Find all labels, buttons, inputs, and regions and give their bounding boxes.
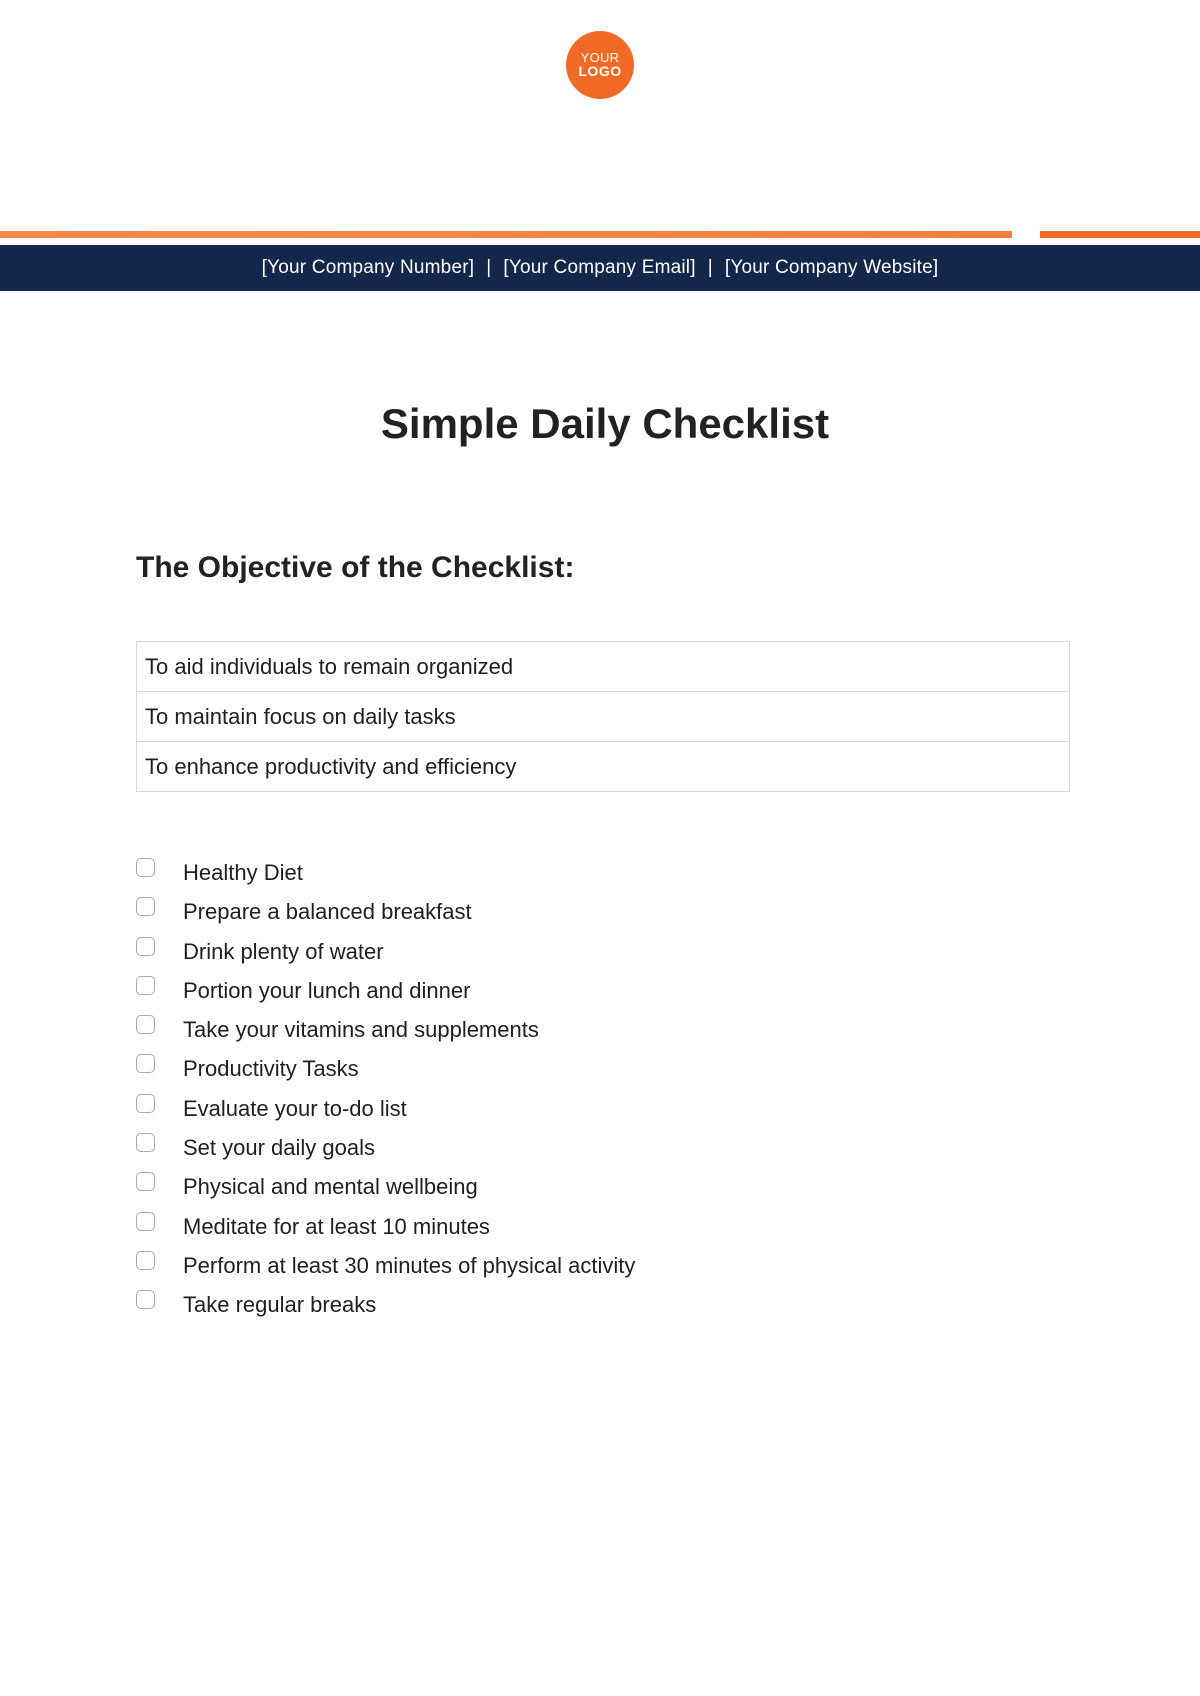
- checklist-item: [136, 1127, 635, 1166]
- company-logo: [566, 31, 634, 99]
- checklist-item-label: Healthy Diet: [183, 860, 303, 885]
- accent-rule-left: [0, 231, 1012, 238]
- table-cell: To maintain focus on daily tasks: [137, 692, 1070, 742]
- logo-text-top: YOUR: [580, 49, 620, 65]
- checklist-item: [136, 1048, 635, 1087]
- checklist-item-label: Set your daily goals: [183, 1135, 375, 1161]
- checklist-item: [136, 1166, 635, 1205]
- table-row: [137, 642, 1070, 692]
- checklist-item: [136, 1245, 635, 1284]
- checklist-item-label: Physical and mental wellbeing: [183, 1174, 478, 1200]
- checklist-item-label: Take regular breaks: [183, 1292, 377, 1318]
- checklist-item: [136, 1088, 635, 1127]
- checkbox[interactable]: [136, 897, 155, 916]
- checkbox[interactable]: [136, 1172, 155, 1191]
- checkbox[interactable]: [136, 1015, 155, 1034]
- checklist-item-label: Drink plenty of water: [183, 938, 384, 964]
- table-row: [137, 742, 1070, 792]
- checkbox[interactable]: [136, 1094, 155, 1113]
- checklist-item: [136, 1206, 635, 1245]
- checklist-item-label: Take your vitamins and supplements: [183, 1017, 539, 1043]
- checklist-item-label: Prepare a balanced breakfast: [183, 899, 472, 925]
- accent-rule-right: [1040, 231, 1200, 238]
- contact-bar: [0, 245, 1200, 291]
- objectives-table: [136, 641, 1070, 792]
- checklist-item-label: Meditate for at least 10 minutes: [183, 1213, 490, 1239]
- page-title: Simple Daily Checklist: [380, 400, 830, 447]
- checklist-item-label: Evaluate your to-do list: [183, 1095, 407, 1121]
- checklist-item: [136, 852, 635, 891]
- logo-text-bottom: LOGO: [578, 63, 622, 80]
- checkbox[interactable]: [136, 1290, 155, 1309]
- checklist: [136, 852, 635, 1324]
- checkbox[interactable]: [136, 1212, 155, 1231]
- checkbox[interactable]: [136, 1054, 155, 1073]
- checklist-item-label: Portion your lunch and dinner: [183, 977, 471, 1003]
- checklist-item: [136, 970, 635, 1009]
- table-cell: To aid individuals to remain organized: [137, 642, 1070, 692]
- objective-heading: The Objective of the Checklist:: [136, 551, 575, 584]
- company-number: [Your Company Number]: [261, 257, 475, 278]
- checkbox[interactable]: [136, 858, 155, 877]
- separator: |: [486, 257, 492, 278]
- checklist-item-label: Perform at least 30 minutes of physical activity: [183, 1252, 636, 1278]
- checkbox[interactable]: [136, 937, 155, 956]
- checklist-item-label: Productivity Tasks: [183, 1056, 359, 1082]
- company-website: [Your Company Website]: [724, 257, 939, 278]
- checklist-item: [136, 1009, 635, 1048]
- table-row: [137, 692, 1070, 742]
- checklist-item: [136, 1284, 635, 1323]
- checkbox[interactable]: [136, 1251, 155, 1270]
- table-cell: To enhance productivity and efficiency: [137, 742, 1070, 792]
- checklist-item: [136, 931, 635, 970]
- company-email: [Your Company Email]: [503, 257, 696, 278]
- checklist-item: [136, 891, 635, 930]
- checkbox[interactable]: [136, 1133, 155, 1152]
- checkbox[interactable]: [136, 976, 155, 995]
- separator: |: [707, 257, 713, 278]
